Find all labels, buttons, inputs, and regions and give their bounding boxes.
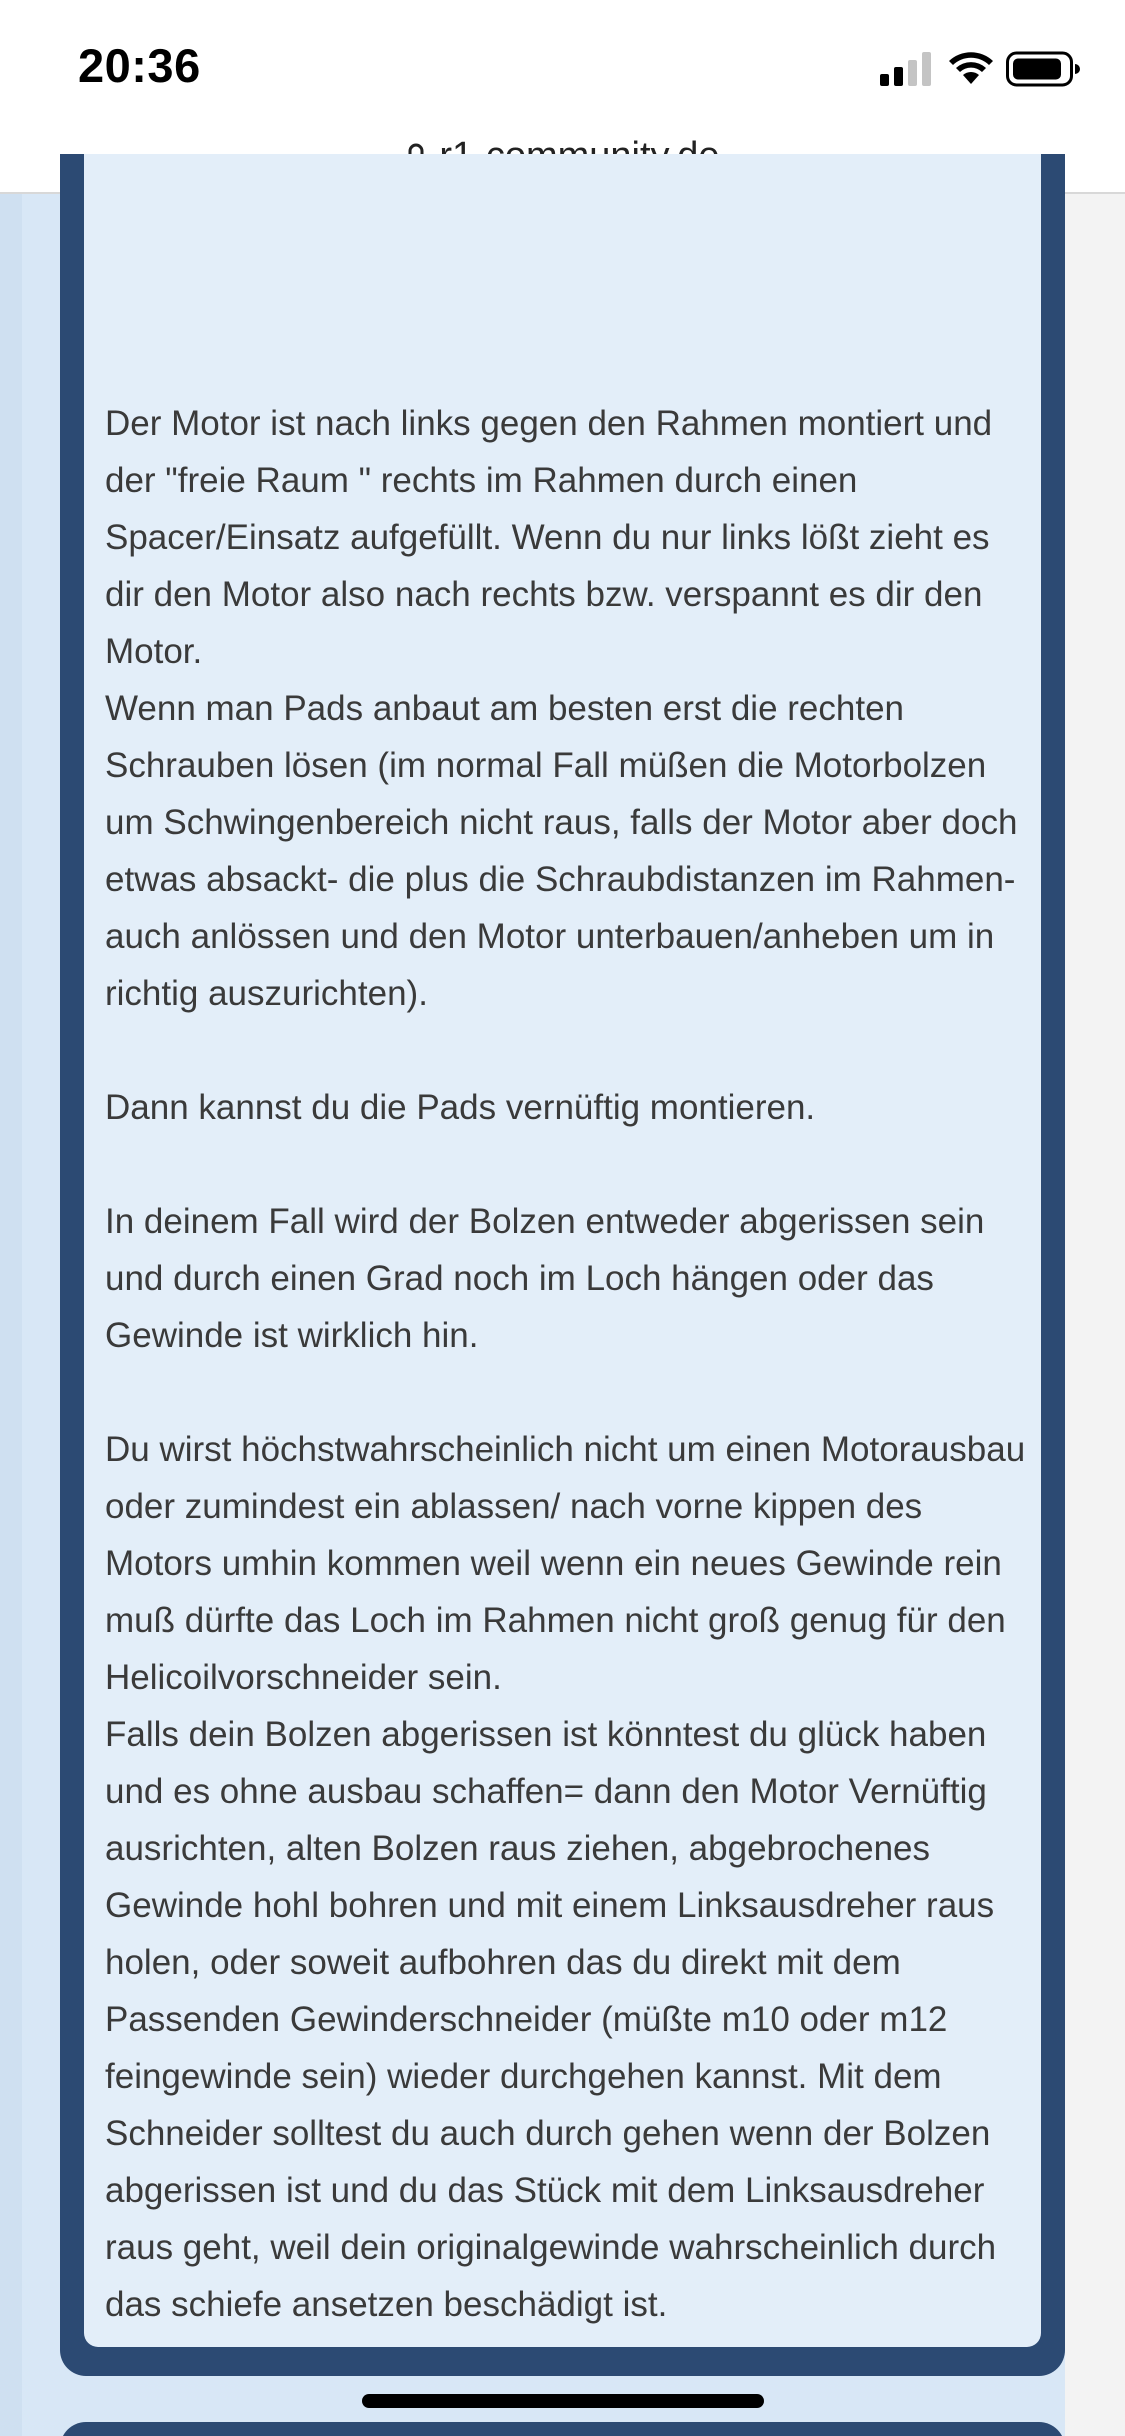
home-indicator[interactable] [362, 2394, 764, 2408]
status-bar [0, 0, 1125, 136]
post-body [84, 154, 1041, 2347]
battery-icon [1006, 50, 1082, 88]
page-margin-left [0, 194, 22, 2436]
wifi-icon [948, 50, 994, 86]
clock-time: 20:36 [78, 39, 201, 92]
post-text: Der Motor ist nach links gegen den Rahmen montiert und der "freie Raum " rechts im Rahmen durch einen Spacer/Einsatz aufgefüllt. Wenn du nur links lößt zieht es dir den Motor also nach rechts bzw. verspannt es dir den Motor. Wenn man Pads anbaut am besten erst die rechten Schrauben lösen (im normal Fall müßen die Motorbolzen um Schwingenbereich nicht raus, falls der Motor aber doch etwas absackt- die plus die Schraubdistanzen im Rahmen- auch anlössen und den Motor unterbauen/anheben um in richtig auszurichten). Dann kannst du die Pads vernüftig montieren. In deinem Fall wird der Bolzen entweder abgerissen sein und durch einen Grad noch im Loch hängen oder das Gewinde ist wirklich hin. Du wirst höchstwahrscheinlich nicht um einen Motorausbau oder zumindest ein ablassen/ nach vorne kippen des Motors umhin kommen weil wenn ein neues Gewinde rein muß dürfte das Loch im Rahmen nicht groß genug für den Helicoilvorschneider sein. Falls dein Bolzen abgerissen ist könntest du glück haben und es ohne ausbau schaffen= dann den Motor Vernüftig ausrichten, alten Bolzen raus ziehen, abgebrochenes Gewinde hohl bohren und mit einem Linksausdreher raus holen, oder soweit aufbohren das du direkt mit dem Passenden Gewinderschneider (müßte m10 oder m12 feingewinde sein) wieder durchgehen kannst. Mit dem Schneider solltest du auch durch gehen wenn der Bolzen abgerissen ist und du das Stück mit dem Linksausdreher raus geht, weil dein originalgewinde wahrscheinlich durch das schiefe ansetzen beschädigt ist. [105, 404, 1026, 2324]
page-margin-right [1065, 194, 1125, 2436]
next-forum-post [60, 2422, 1065, 2436]
forum-post [60, 154, 1065, 2376]
cellular-signal-icon [880, 52, 934, 86]
page-content[interactable] [0, 194, 1125, 2436]
